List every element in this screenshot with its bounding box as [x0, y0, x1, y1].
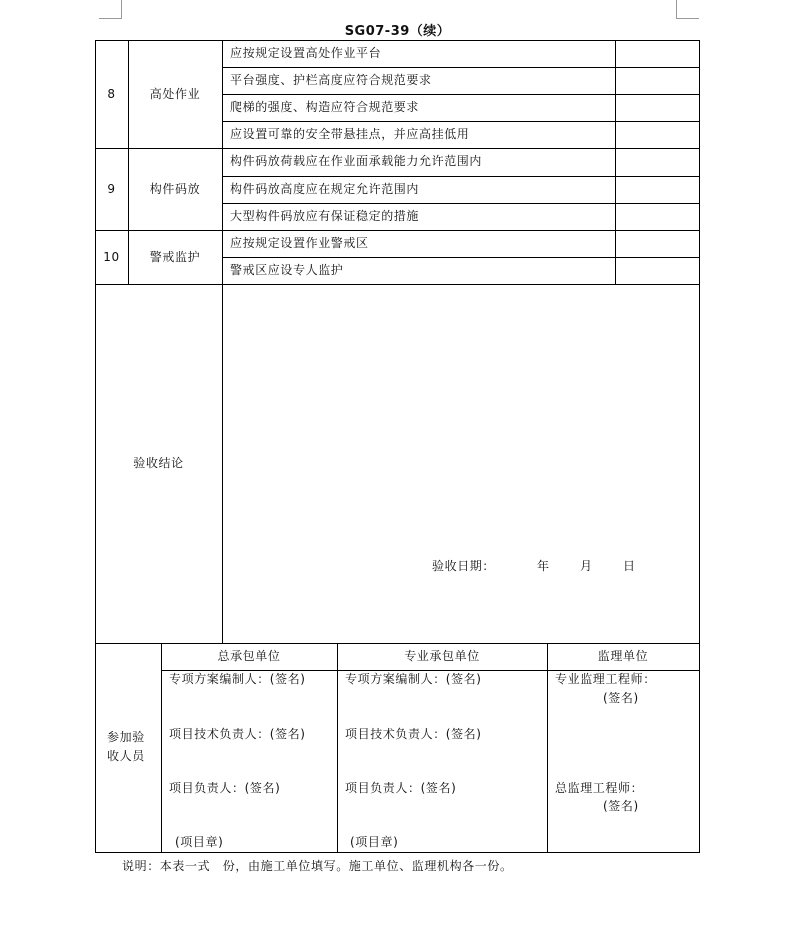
row-line	[222, 94, 700, 95]
row-number: 9	[107, 182, 116, 196]
group-line	[95, 230, 700, 231]
conclusion-bottom-line	[95, 643, 700, 644]
row-line	[222, 176, 700, 177]
table-border-right	[699, 40, 700, 853]
col-divider-sub	[337, 643, 338, 853]
check-item: 应按规定设置高处作业平台	[230, 46, 382, 60]
row-line	[222, 257, 700, 258]
conclusion-label: 验收结论	[133, 456, 184, 470]
sub-plan-author: 专项方案编制人：(签名)	[345, 672, 482, 686]
col-divider-supervisor	[547, 643, 548, 853]
general-contractor-header: 总承包单位	[217, 649, 281, 663]
form-code-title: SG07-39（续）	[344, 24, 451, 39]
page-corner-mark-right	[676, 0, 699, 19]
table-border-bottom	[95, 852, 700, 853]
check-item: 构件码放荷载应在作业面承载能力允许范围内	[230, 154, 483, 168]
supervising-engineer-sign: (签名)	[603, 691, 639, 705]
chief-supervisor-sign: (签名)	[603, 799, 639, 813]
acceptance-date-month: 月	[580, 559, 593, 573]
check-item: 平台强度、护栏高度应符合规范要求	[230, 73, 432, 87]
row-line	[222, 203, 700, 204]
acceptance-date-label: 验收日期：	[432, 559, 496, 573]
check-item: 爬梯的强度、构造应符合规范要求	[230, 100, 420, 114]
gc-plan-author: 专项方案编制人：(签名)	[169, 672, 306, 686]
participants-header-line	[161, 670, 700, 671]
gc-project-seal: (项目章)	[175, 835, 224, 849]
gc-tech-lead: 项目技术负责人：(签名)	[169, 727, 306, 741]
sub-tech-lead: 项目技术负责人：(签名)	[345, 727, 482, 741]
row-number: 8	[107, 87, 116, 101]
check-item: 构件码放高度应在规定允许范围内	[230, 182, 420, 196]
acceptance-date-day: 日	[623, 559, 636, 573]
col-divider-category	[222, 40, 223, 643]
group-line	[95, 284, 700, 285]
col-divider-result	[615, 40, 616, 284]
sub-contractor-header: 专业承包单位	[404, 649, 480, 663]
row-category: 构件码放	[149, 182, 201, 196]
col-divider-participants	[161, 643, 162, 853]
acceptance-date-year: 年	[537, 559, 550, 573]
group-line	[95, 148, 700, 149]
page-corner-mark-left	[99, 0, 122, 19]
check-item: 应按规定设置作业警戒区	[230, 236, 369, 250]
row-number: 10	[103, 250, 120, 264]
table-border-left	[95, 40, 96, 853]
gc-project-lead: 项目负责人：(签名)	[169, 781, 281, 795]
row-line	[222, 121, 700, 122]
table-border-top	[95, 40, 700, 41]
sub-project-lead: 项目负责人：(签名)	[345, 781, 457, 795]
row-category: 高处作业	[149, 87, 201, 101]
supervising-engineer-label: 专业监理工程师：	[555, 672, 656, 686]
row-line	[222, 67, 700, 68]
row-category: 警戒监护	[149, 250, 201, 264]
supervisor-header: 监理单位	[597, 649, 649, 663]
check-item: 警戒区应设专人监护	[230, 263, 344, 277]
sub-project-seal: (项目章)	[350, 835, 399, 849]
col-divider-no	[128, 40, 129, 284]
acceptance-table	[95, 40, 700, 853]
chief-supervisor-label: 总监理工程师：	[555, 781, 644, 795]
participants-label-line2: 收人员	[107, 749, 145, 763]
form-note: 说明：本表一式 份，由施工单位填写。施工单位、监理机构各一份。	[122, 859, 513, 873]
participants-label-line1: 参加验	[107, 730, 145, 744]
check-item: 应设置可靠的安全带悬挂点，并应高挂低用	[230, 127, 470, 141]
check-item: 大型构件码放应有保证稳定的措施	[230, 209, 420, 223]
